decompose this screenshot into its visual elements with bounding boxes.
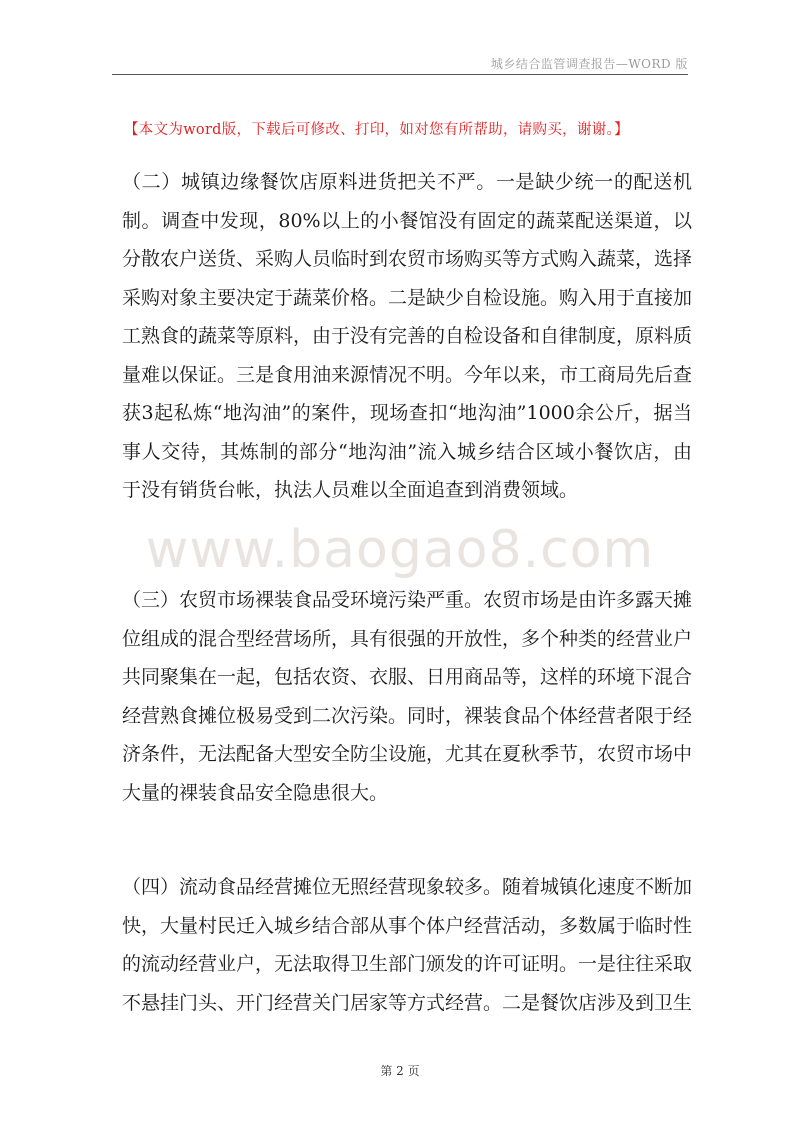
purchase-notice: 【本文为word版，下载后可修改、打印，如对您有所帮助，请购买，谢谢。】 xyxy=(124,122,629,138)
paragraph-section-3: （三）农贸市场裸装食品受环境污染严重。农贸市场是由许多露天摊位组成的混合型经营场所，具有很强的开放性，多个种类的经营业户共同聚集在一起，包括农资、衣服、日用商品等，这样的环境下混合经营熟食摊位极易受到二次污染。同时，裸装食品个体经营者限于经济条件，无法配备大型安全防尘设施，尤其在夏秋季节，农贸市场中大量的裸装食品安全隐患很大。 xyxy=(122,589,693,804)
header-divider xyxy=(112,74,688,75)
paragraph-section-2: （二）城镇边缘餐饮店原料进货把关不严。一是缺少统一的配送机制。调查中发现，80%以上的小餐馆没有固定的蔬菜配送渠道，以分散农户送货、采购人员临时到农贸市场购买等方式购入蔬菜，选择采购对象主要决定于蔬菜价格。二是缺少自检设施。购入用于直接加工熟食的蔬菜等原料，由于没有完善的自检设备和自律制度，原料质量难以保证。三是食用油来源情况不明。今年以来，市工商局先后查获3起私炼“地沟油”的案件，现场查扣“地沟油”1000余公斤，据当事人交待，其炼制的部分“地沟油”流入城乡结合区域小餐饮店，由于没有销货台帐，执法人员难以全面追查到消费领域。 xyxy=(122,171,693,501)
running-header: 城乡结合监管调查报告—WORD 版 xyxy=(490,57,688,71)
paragraph-section-4: （四）流动食品经营摊位无照经营现象较多。随着城镇化速度不断加快，大量村民迁入城乡结合部从事个体户经营活动，多数属于临时性的流动经营业户，无法取得卫生部门颁发的许可证明。一是往往采取不悬挂门头、开门经营关门居家等方式经营。二是餐饮店涉及到卫生 xyxy=(122,876,693,1014)
watermark: www.baogao8.com xyxy=(145,520,655,580)
page-number: 第 2 页 xyxy=(380,1064,420,1078)
